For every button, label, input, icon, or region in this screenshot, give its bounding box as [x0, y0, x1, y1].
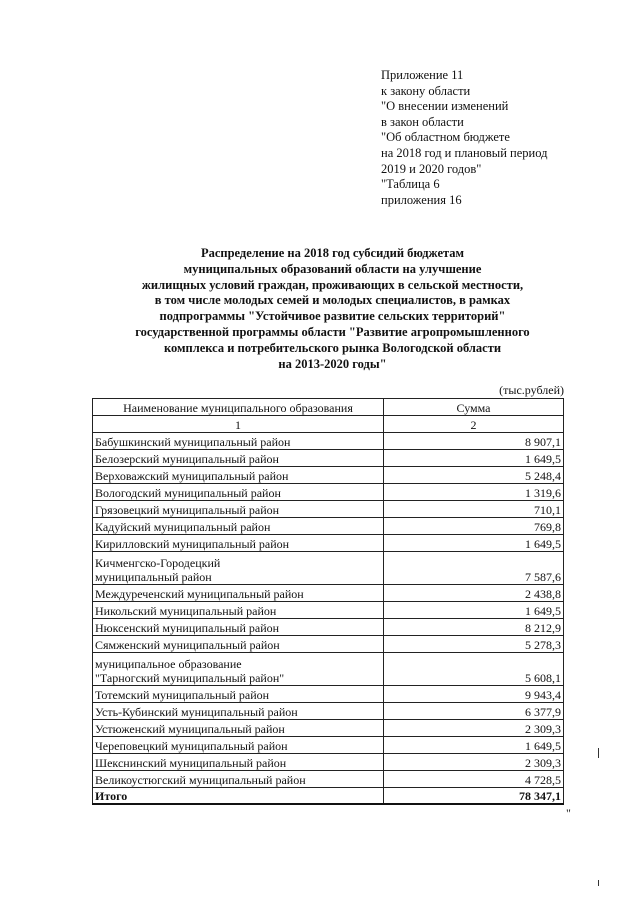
municipality-name: Великоустюгский муниципальный район — [93, 771, 384, 788]
municipality-name-line: муниципальное образование — [95, 657, 242, 671]
table-header-row — [93, 399, 564, 416]
subsidy-amount: 2 309,3 — [384, 754, 564, 771]
municipality-name: Грязовецкий муниципальный район — [93, 501, 384, 518]
table-row — [93, 585, 564, 602]
total-amount: 78 347,1 — [384, 788, 564, 805]
subsidy-amount: 1 649,5 — [384, 737, 564, 754]
table-row — [93, 653, 564, 686]
table-row — [93, 636, 564, 653]
subsidy-amount: 5 278,3 — [384, 636, 564, 653]
table-row — [93, 771, 564, 788]
table-row — [93, 552, 564, 585]
subsidy-amount: 1 649,5 — [384, 450, 564, 467]
subsidy-amount: 1 319,6 — [384, 484, 564, 501]
appendix-line: приложения 16 — [381, 192, 462, 207]
municipality-name — [93, 653, 384, 686]
appendix-line: Приложение 11 — [381, 68, 464, 82]
table-row — [93, 433, 564, 450]
municipality-name: Никольский муниципальный район — [93, 602, 384, 619]
total-label: Итого — [93, 788, 384, 805]
municipality-name: Усть-Кубинский муниципальный район — [93, 703, 384, 720]
municipality-name: Кадуйский муниципальный район — [93, 518, 384, 535]
column-header-sum: Сумма — [384, 399, 564, 416]
subsidy-amount: 7 587,6 — [384, 552, 564, 585]
table-row — [93, 602, 564, 619]
title-line: на 2013-2020 годы" — [278, 356, 387, 371]
table-row — [93, 467, 564, 484]
municipality-name: Нюксенский муниципальный район — [93, 619, 384, 636]
table-row — [93, 619, 564, 636]
table-row — [93, 720, 564, 737]
subsidy-amount: 769,8 — [384, 518, 564, 535]
table-row — [93, 450, 564, 467]
table-row — [93, 535, 564, 552]
table-row — [93, 484, 564, 501]
table-row — [93, 501, 564, 518]
municipality-name: Устюженский муниципальный район — [93, 720, 384, 737]
subsidy-amount: 710,1 — [384, 501, 564, 518]
table-numbering-row — [93, 416, 564, 433]
document-title — [80, 246, 585, 372]
subsidy-table — [92, 398, 564, 805]
column-header-name: Наименование муниципального образования — [93, 399, 384, 416]
municipality-name: Бабушкинский муниципальный район — [93, 433, 384, 450]
table-row — [93, 754, 564, 771]
appendix-line: в закон области — [381, 114, 464, 129]
subsidy-amount: 2 309,3 — [384, 720, 564, 737]
municipality-name: Череповецкий муниципальный район — [93, 737, 384, 754]
scan-mark — [598, 880, 599, 886]
appendix-line: "Об областном бюджете — [381, 130, 510, 145]
title-line: муниципальных образований области на улучшение — [183, 261, 482, 276]
subsidy-amount: 6 377,9 — [384, 703, 564, 720]
appendix-line: "О внесении изменений — [381, 99, 509, 114]
scan-mark — [598, 748, 599, 758]
appendix-line: 2019 и 2020 годов" — [381, 161, 482, 176]
subsidy-amount: 1 649,5 — [384, 602, 564, 619]
subsidy-amount: 2 438,8 — [384, 585, 564, 602]
appendix-header — [381, 68, 547, 208]
appendix-line: на 2018 год и плановый период — [381, 145, 548, 160]
table-row — [93, 737, 564, 754]
title-line: Распределение на 2018 год субсидий бюджетам — [200, 246, 465, 260]
closing-quote: " — [566, 806, 571, 820]
municipality-name-line: "Тарногский муниципальный район" — [95, 671, 285, 685]
municipality-name: Верховажский муниципальный район — [93, 467, 384, 484]
column-number: 2 — [384, 416, 564, 433]
subsidy-amount: 8 212,9 — [384, 619, 564, 636]
table-row — [93, 518, 564, 535]
title-line: подпрограммы "Устойчивое развитие сельских территорий" — [159, 309, 506, 324]
table-row — [93, 703, 564, 720]
municipality-name: Кирилловский муниципальный район — [93, 535, 384, 552]
municipality-name: Сямженский муниципальный район — [93, 636, 384, 653]
municipality-name: Вологодский муниципальный район — [93, 484, 384, 501]
municipality-name — [93, 552, 384, 585]
column-number: 1 — [93, 416, 384, 433]
subsidy-amount: 5 248,4 — [384, 467, 564, 484]
appendix-line: "Таблица 6 — [381, 177, 440, 192]
subsidy-amount: 9 943,4 — [384, 686, 564, 703]
municipality-name-line: муниципальный район — [95, 570, 212, 584]
title-line: жилищных условий граждан, проживающих в сельской местности, — [141, 277, 524, 292]
table-row — [93, 686, 564, 703]
municipality-name: Шекснинский муниципальный район — [93, 754, 384, 771]
municipality-name: Белозерский муниципальный район — [93, 450, 384, 467]
title-line: в том числе молодых семей и молодых специалистов, в рамках — [154, 293, 511, 308]
municipality-name: Междуреченский муниципальный район — [93, 585, 384, 602]
unit-label: (тыс.рублей) — [499, 383, 564, 397]
municipality-name-line: Кичменгско-Городецкий — [95, 556, 221, 570]
title-line: государственной программы области "Развитие агропромышленного — [135, 324, 530, 339]
appendix-line: к закону области — [381, 83, 471, 98]
subsidy-amount: 4 728,5 — [384, 771, 564, 788]
subsidy-amount: 1 649,5 — [384, 535, 564, 552]
municipality-name: Тотемский муниципальный район — [93, 686, 384, 703]
title-line: комплекса и потребительского рынка Вологодской области — [163, 340, 502, 355]
table-total-row — [93, 788, 564, 805]
subsidy-amount: 8 907,1 — [384, 433, 564, 450]
subsidy-amount: 5 608,1 — [384, 653, 564, 686]
